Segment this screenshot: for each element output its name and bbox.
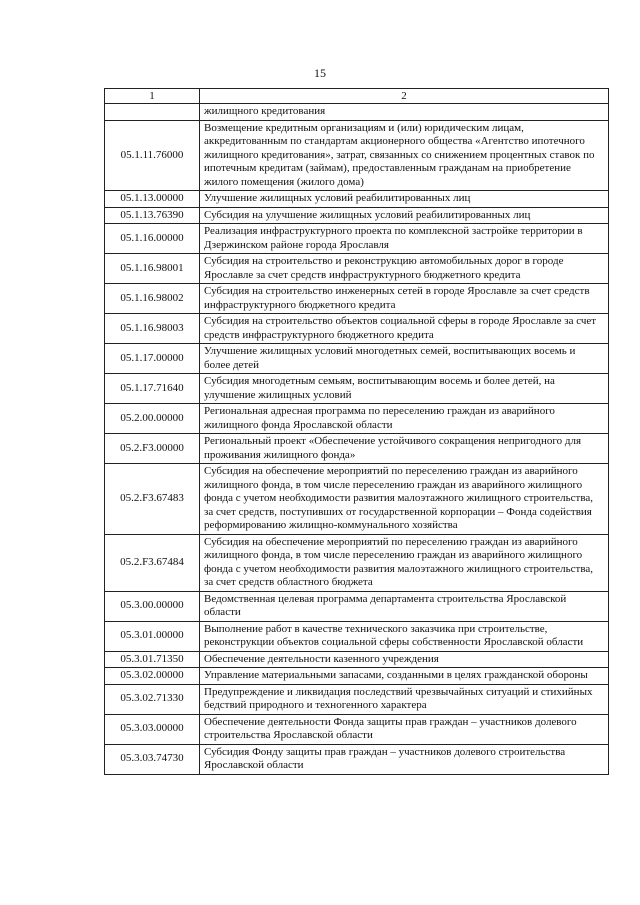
table-row (105, 621, 609, 651)
name-cell: Улучшение жилищных условий многодетных семей, воспитывающих восемь и более детей (200, 344, 609, 374)
name-cell: Обеспечение деятельности казенного учреждения (200, 651, 609, 668)
table-row (105, 651, 609, 668)
table-row (105, 591, 609, 621)
name-cell: Субсидия многодетным семьям, воспитывающим восемь и более детей, на улучшение жилищных условий (200, 374, 609, 404)
name-cell: жилищного кредитования (200, 104, 609, 121)
name-cell: Субсидия на обеспечение мероприятий по переселению граждан из аварийного жилищного фонда, в том числе переселению граждан из аварийного жилищного фонда с учетом необходимости развития малоэтажного жилищного строительства, за счет средств областного бюджета (200, 534, 609, 591)
code-cell: 05.3.02.71330 (105, 684, 200, 714)
code-cell: 05.3.01.00000 (105, 621, 200, 651)
table-row (105, 191, 609, 208)
table-row (105, 404, 609, 434)
table-row (105, 744, 609, 774)
name-cell: Предупреждение и ликвидация последствий чрезвычайных ситуаций и стихийных бедствий природного и техногенного характера (200, 684, 609, 714)
table-row (105, 534, 609, 591)
table-row (105, 374, 609, 404)
code-cell: 05.1.16.98001 (105, 254, 200, 284)
code-cell: 05.3.03.00000 (105, 714, 200, 744)
code-cell: 05.1.16.00000 (105, 224, 200, 254)
name-cell: Обеспечение деятельности Фонда защиты прав граждан – участников долевого строительства Ярославской области (200, 714, 609, 744)
code-cell: 05.1.17.00000 (105, 344, 200, 374)
name-cell: Возмещение кредитным организациям и (или) юридическим лицам, аккредитованным по стандартам акционерного общества «Агентство ипотечного жилищного кредитования», затрат, связанных со снижением процентных ставок по ипотечным кредитам (займам), предоставленным гражданам на приобретение жилого помещения (жилого дома) (200, 120, 609, 191)
code-cell: 05.2.F3.67484 (105, 534, 200, 591)
name-cell: Региональный проект «Обеспечение устойчивого сокращения непригодного для проживания жилищного фонда» (200, 434, 609, 464)
code-cell: 05.3.00.00000 (105, 591, 200, 621)
code-cell: 05.3.03.74730 (105, 744, 200, 774)
code-cell: 05.1.16.98003 (105, 314, 200, 344)
code-cell: 05.1.11.76000 (105, 120, 200, 191)
name-cell: Субсидия на строительство и реконструкцию автомобильных дорог в городе Ярославле за счет средств инфраструктурного бюджетного кредита (200, 254, 609, 284)
table-row (105, 714, 609, 744)
name-cell: Субсидия на строительство объектов социальной сферы в городе Ярославле за счет средств инфраструктурного бюджетного кредита (200, 314, 609, 344)
name-cell: Субсидия на строительство инженерных сетей в городе Ярославле за счет средств инфраструктурного бюджетного кредита (200, 284, 609, 314)
table-row (105, 120, 609, 191)
code-cell: 05.1.17.71640 (105, 374, 200, 404)
name-cell: Ведомственная целевая программа департамента строительства Ярославской области (200, 591, 609, 621)
code-cell: 05.2.F3.67483 (105, 464, 200, 535)
name-cell: Субсидия на обеспечение мероприятий по переселению граждан из аварийного жилищного фонда, в том числе переселению граждан из аварийного жилищного фонда с учетом необходимости развития малоэтажного жилищного строительства, за счет средств, поступивших от государственной корпорации – Фонда содействия реформированию жилищно-коммунального хозяйства (200, 464, 609, 535)
name-cell: Улучшение жилищных условий реабилитированных лиц (200, 191, 609, 208)
code-cell: 05.2.00.00000 (105, 404, 200, 434)
table-row (105, 668, 609, 685)
table-row (105, 314, 609, 344)
name-cell: Субсидия Фонду защиты прав граждан – участников долевого строительства Ярославской области (200, 744, 609, 774)
table-row (105, 207, 609, 224)
table-row (105, 224, 609, 254)
table-header-row (105, 89, 609, 104)
code-cell: 05.3.02.00000 (105, 668, 200, 685)
table-row (105, 344, 609, 374)
budget-classification-table (104, 88, 609, 775)
table-row (105, 464, 609, 535)
name-cell: Выполнение работ в качестве технического заказчика при строительстве, реконструкции объектов социальной сферы собственности Ярославской области (200, 621, 609, 651)
column-header-code: 1 (105, 89, 200, 104)
column-header-name: 2 (200, 89, 609, 104)
table-row (105, 434, 609, 464)
code-cell: 05.2.F3.00000 (105, 434, 200, 464)
code-cell: 05.1.16.98002 (105, 284, 200, 314)
table-row (105, 684, 609, 714)
name-cell: Региональная адресная программа по переселению граждан из аварийного жилищного фонда Ярославской области (200, 404, 609, 434)
name-cell: Субсидия на улучшение жилищных условий реабилитированных лиц (200, 207, 609, 224)
code-cell: 05.1.13.76390 (105, 207, 200, 224)
table-row (105, 104, 609, 121)
code-cell: 05.3.01.71350 (105, 651, 200, 668)
code-cell: 05.1.13.00000 (105, 191, 200, 208)
name-cell: Реализация инфраструктурного проекта по комплексной застройке территории в Дзержинском районе города Ярославля (200, 224, 609, 254)
table-row (105, 254, 609, 284)
name-cell: Управление материальными запасами, созданными в целях гражданской обороны (200, 668, 609, 685)
page-number: 15 (314, 66, 326, 80)
code-cell (105, 104, 200, 121)
table-row (105, 284, 609, 314)
